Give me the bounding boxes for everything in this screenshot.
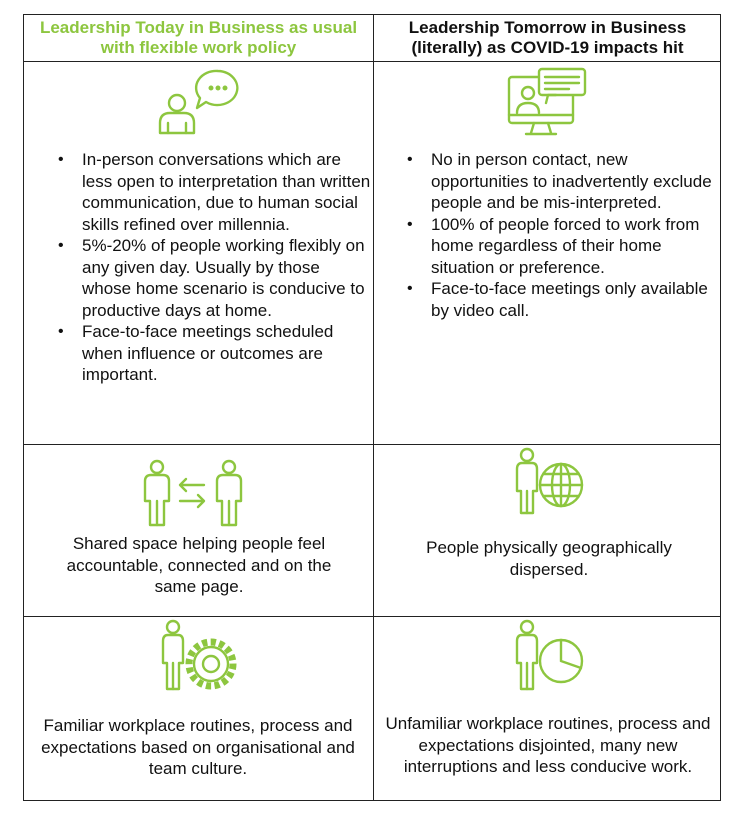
list-item: • No in person contact, new opportunities to inadvertently exclude people and be mis-interpreted. bbox=[404, 149, 716, 214]
video-call-monitor-icon bbox=[506, 67, 588, 139]
header-left: Leadership Today in Business as usual with flexible work policy bbox=[39, 18, 358, 57]
header-divider bbox=[24, 61, 720, 62]
row-divider-1 bbox=[24, 444, 720, 445]
person-pie-chart-icon bbox=[514, 617, 586, 693]
bullet-list-left bbox=[55, 149, 373, 386]
header-right: Leadership Tomorrow in Business (literally) as COVID-19 impacts hit bbox=[408, 18, 687, 57]
person-gear-icon bbox=[160, 617, 240, 693]
list-item: • Face-to-face meetings only available by video call. bbox=[404, 278, 716, 321]
list-item: • In-person conversations which are less open to interpretation than written communication, due to human social skills refined over millennia. bbox=[55, 149, 373, 235]
bullet-list-right bbox=[404, 149, 716, 321]
unfamiliar-routines-text: Unfamiliar workplace routines, process and expectations disjointed, many new interruptions and less conducive work. bbox=[385, 714, 711, 776]
column-divider bbox=[373, 15, 374, 800]
familiar-routines-text: Familiar workplace routines, process and expectations based on organisational and team culture. bbox=[41, 716, 355, 778]
shared-space-text: Shared space helping people feel accountable, connected and on the same page. bbox=[66, 534, 332, 596]
list-item: • 5%-20% of people working flexibly on any given day. Usually by those whose home scenario is conducive to productive days at home. bbox=[55, 235, 373, 321]
two-people-exchange-icon bbox=[140, 459, 246, 527]
person-globe-icon bbox=[514, 447, 586, 517]
dispersed-text: People physically geographically dispersed. bbox=[426, 538, 672, 579]
person-chat-bubble-icon bbox=[156, 69, 242, 135]
list-item: • 100% of people forced to work from home regardless of their home situation or preference. bbox=[404, 214, 716, 279]
comparison-table bbox=[23, 14, 721, 801]
row-divider-2 bbox=[24, 616, 720, 617]
list-item: • Face-to-face meetings scheduled when influence or outcomes are important. bbox=[55, 321, 373, 386]
